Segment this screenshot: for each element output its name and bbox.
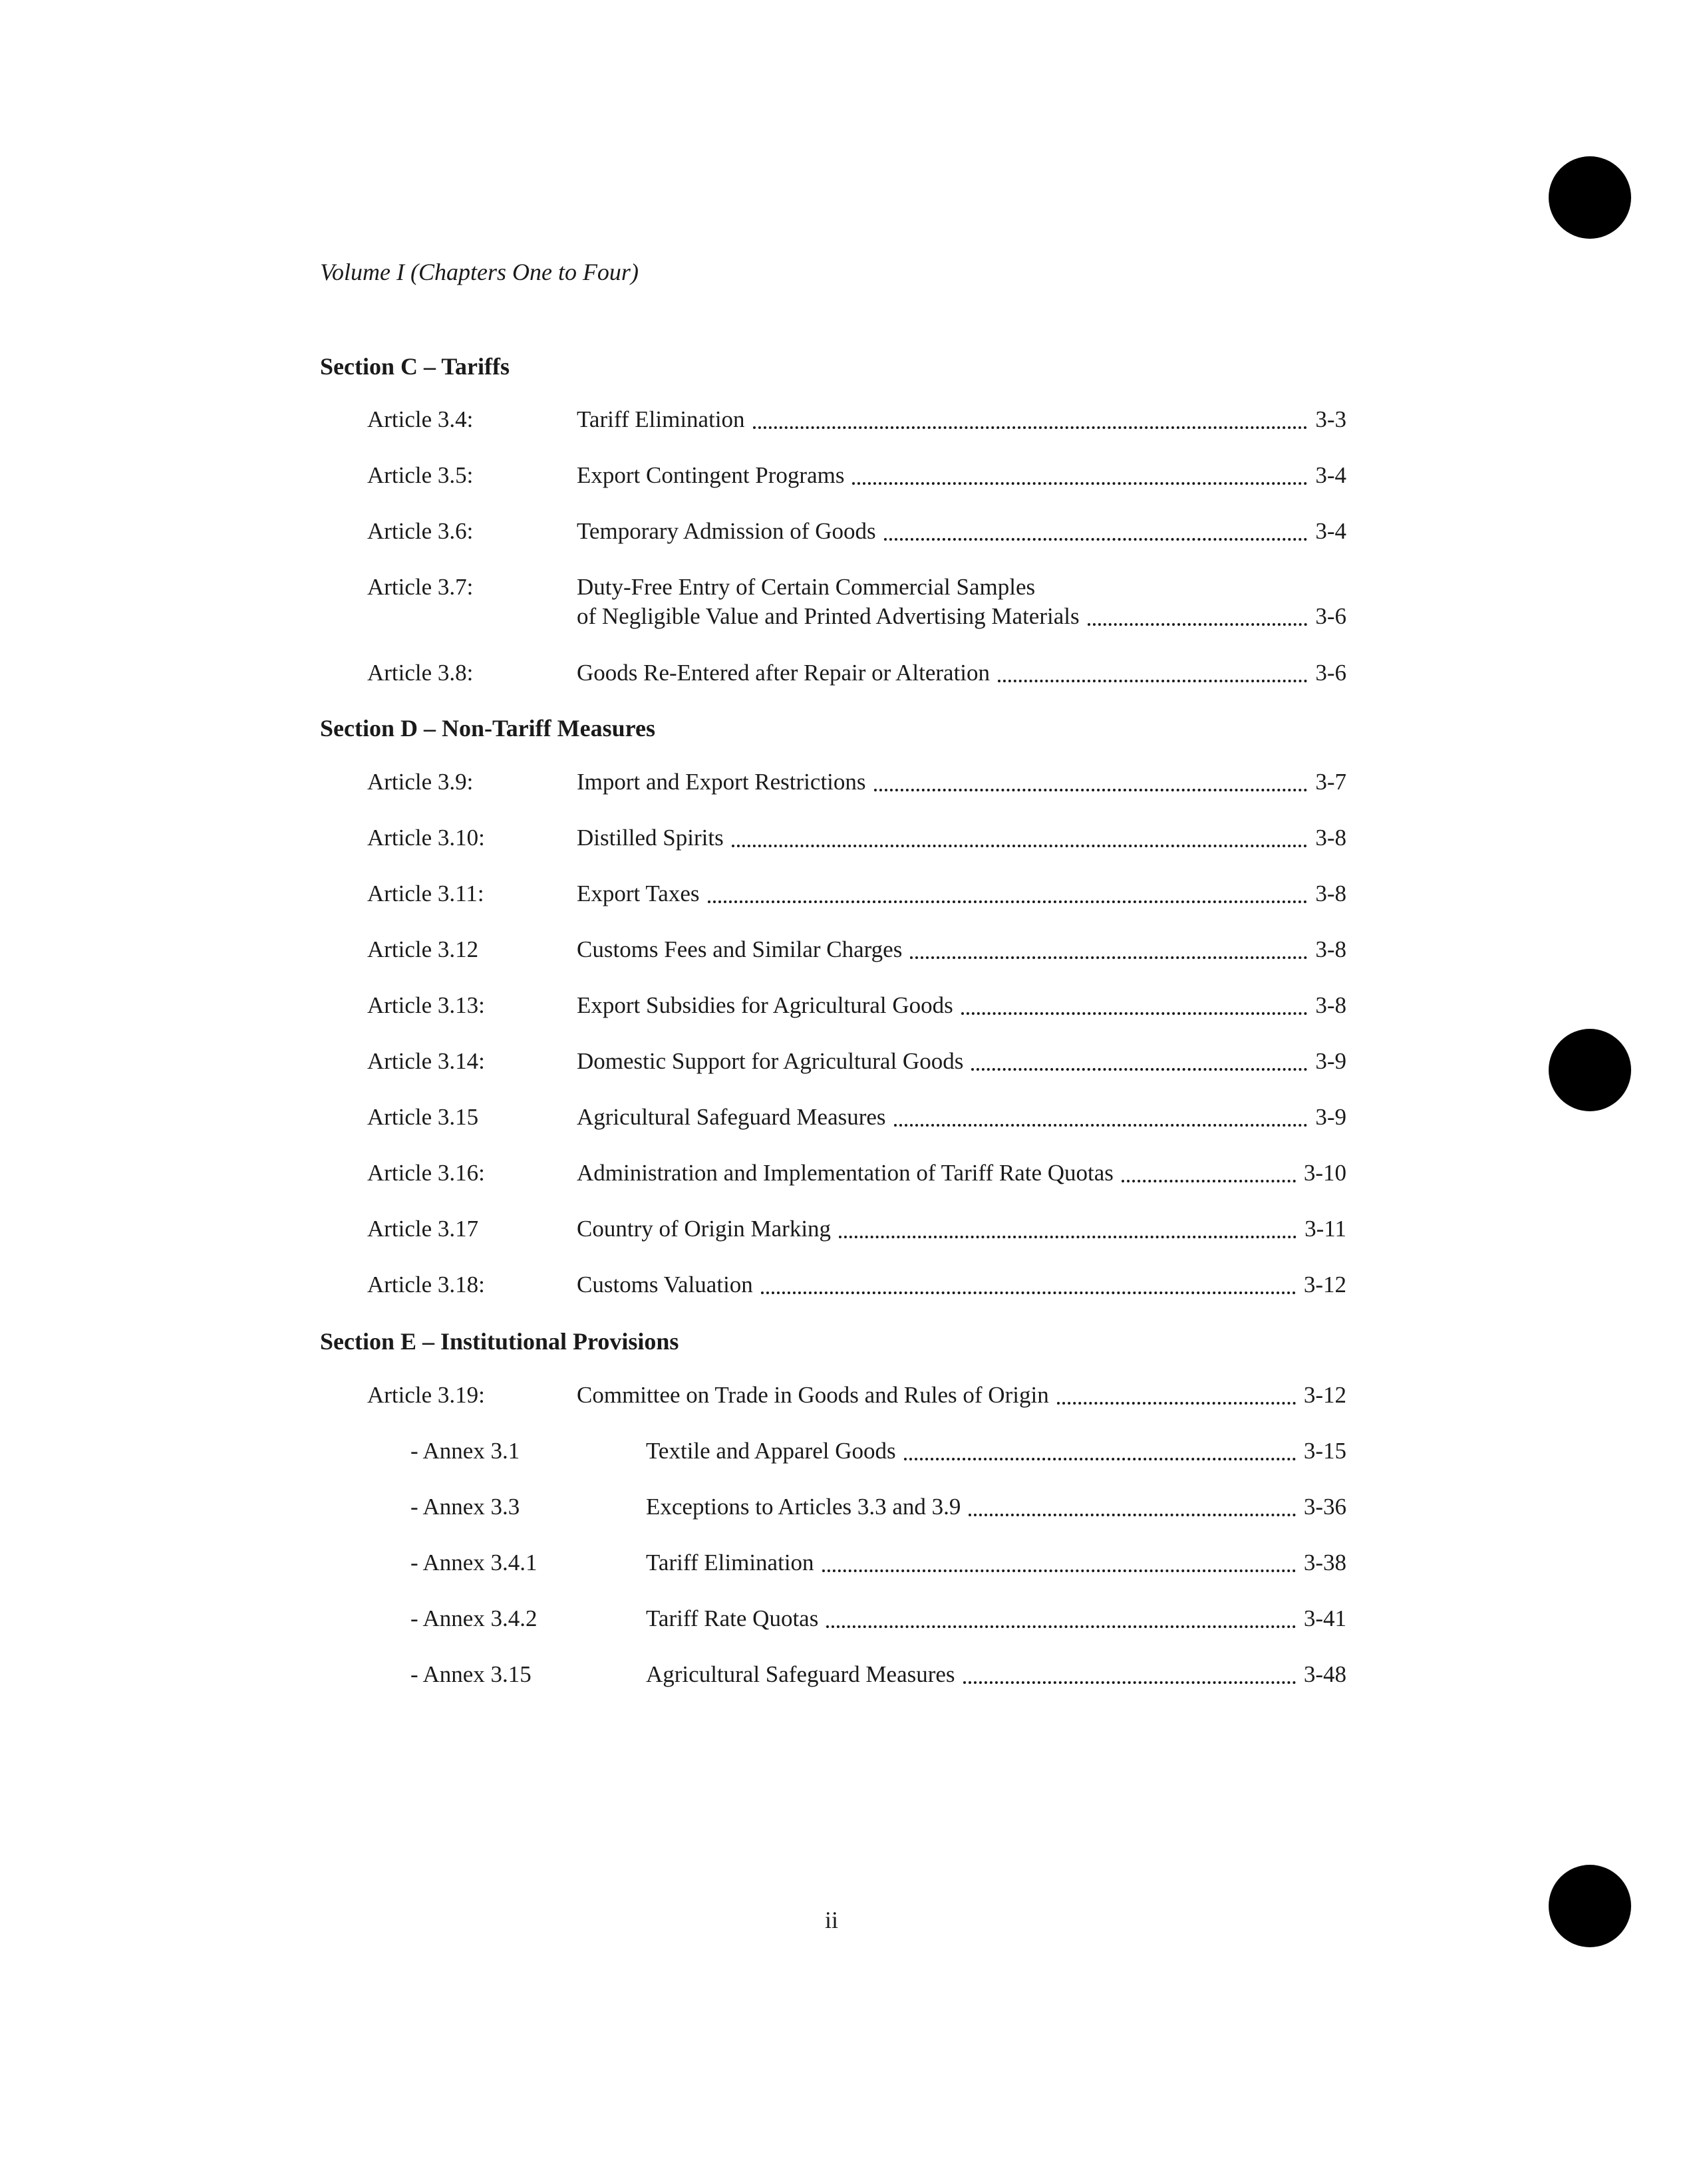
dot-leader bbox=[1057, 1402, 1296, 1405]
entry-title: Tariff Elimination bbox=[577, 406, 745, 432]
toc-entry bbox=[0, 462, 1687, 493]
toc-annex-entry bbox=[0, 1605, 1687, 1636]
dot-leader bbox=[961, 1012, 1308, 1015]
volume-header: Volume I (Chapters One to Four) bbox=[320, 259, 639, 285]
entry-page: 3-11 bbox=[1304, 1216, 1346, 1242]
dot-leader bbox=[904, 1458, 1296, 1460]
dot-leader bbox=[1088, 623, 1308, 626]
entry-page: 3-8 bbox=[1315, 992, 1346, 1018]
toc-entry bbox=[0, 769, 1687, 799]
entry-page: 3-12 bbox=[1303, 1272, 1346, 1297]
toc-entry bbox=[0, 992, 1687, 1023]
entry-page: 3-10 bbox=[1303, 1160, 1346, 1186]
entry-title: Domestic Support for Agricultural Goods bbox=[577, 1048, 964, 1074]
entry-page: 3-36 bbox=[1303, 1494, 1346, 1520]
section-c-heading: Section C – Tariffs bbox=[320, 353, 510, 380]
entry-title: Export Subsidies for Agricultural Goods bbox=[577, 992, 953, 1018]
entry-page: 3-48 bbox=[1303, 1661, 1346, 1687]
dot-leader bbox=[753, 426, 1308, 429]
entry-title: Temporary Admission of Goods bbox=[577, 518, 876, 544]
entry-page: 3-4 bbox=[1315, 518, 1346, 544]
entry-label: Article 3.19: bbox=[367, 1382, 485, 1408]
entry-title: Exceptions to Articles 3.3 and 3.9 bbox=[646, 1494, 961, 1520]
entry-title: Customs Fees and Similar Charges bbox=[577, 936, 903, 962]
entry-page: 3-6 bbox=[1315, 603, 1346, 629]
toc-annex-entry bbox=[0, 1661, 1687, 1692]
toc-entry bbox=[0, 406, 1687, 437]
entry-label: - Annex 3.3 bbox=[410, 1494, 520, 1520]
dot-leader bbox=[963, 1681, 1296, 1684]
dot-leader bbox=[826, 1625, 1296, 1628]
dot-leader bbox=[732, 845, 1308, 847]
entry-title: Goods Re-Entered after Repair or Alteration bbox=[577, 660, 991, 686]
punch-hole-bottom bbox=[1549, 1865, 1631, 1947]
dot-leader bbox=[884, 538, 1308, 541]
entry-label: Article 3.17 bbox=[367, 1216, 479, 1242]
dot-leader bbox=[852, 482, 1307, 485]
entry-page: 3-38 bbox=[1303, 1550, 1346, 1575]
entry-label: Article 3.8: bbox=[367, 660, 474, 686]
page-number: ii bbox=[825, 1907, 839, 1933]
entry-page: 3-4 bbox=[1315, 462, 1346, 488]
entry-title: Agricultural Safeguard Measures bbox=[646, 1661, 955, 1687]
toc-entry bbox=[0, 574, 1687, 634]
entry-label: - Annex 3.4.1 bbox=[410, 1550, 537, 1575]
entry-label: Article 3.14: bbox=[367, 1048, 485, 1074]
toc-entry bbox=[0, 1382, 1687, 1413]
dot-leader bbox=[874, 789, 1308, 791]
entry-title-line1: Duty-Free Entry of Certain Commercial Samples bbox=[577, 574, 1036, 600]
dot-leader bbox=[971, 1068, 1307, 1071]
toc-entry bbox=[0, 936, 1687, 967]
dot-leader bbox=[761, 1292, 1296, 1294]
entry-title: Tariff Elimination bbox=[646, 1550, 814, 1575]
dot-leader bbox=[1122, 1180, 1296, 1182]
toc-entry bbox=[0, 1160, 1687, 1190]
toc-entry bbox=[0, 518, 1687, 549]
toc-entry bbox=[0, 825, 1687, 855]
entry-label: Article 3.13: bbox=[367, 992, 485, 1018]
entry-page: 3-8 bbox=[1315, 881, 1346, 906]
section-e-heading: Section E – Institutional Provisions bbox=[320, 1328, 679, 1355]
entry-page: 3-8 bbox=[1315, 936, 1346, 962]
entry-title: Distilled Spirits bbox=[577, 825, 724, 851]
toc-annex-entry bbox=[0, 1550, 1687, 1580]
entry-label: Article 3.18: bbox=[367, 1272, 485, 1297]
toc-entry bbox=[0, 660, 1687, 690]
entry-label: Article 3.16: bbox=[367, 1160, 485, 1186]
entry-page: 3-3 bbox=[1315, 406, 1346, 432]
punch-hole-top bbox=[1549, 156, 1631, 239]
toc-entry bbox=[0, 1216, 1687, 1246]
entry-title: Export Contingent Programs bbox=[577, 462, 845, 488]
dot-leader bbox=[822, 1570, 1296, 1572]
toc-annex-entry bbox=[0, 1494, 1687, 1524]
entry-title: Export Taxes bbox=[577, 881, 700, 906]
toc-entry bbox=[0, 881, 1687, 911]
entry-title: Administration and Implementation of Tariff Rate Quotas bbox=[577, 1160, 1114, 1186]
entry-page: 3-9 bbox=[1315, 1104, 1346, 1130]
entry-title: Import and Export Restrictions bbox=[577, 769, 866, 795]
entry-label: Article 3.10: bbox=[367, 825, 485, 851]
dot-leader bbox=[969, 1514, 1295, 1516]
toc-entry bbox=[0, 1048, 1687, 1079]
entry-page: 3-15 bbox=[1303, 1438, 1346, 1464]
toc-entry bbox=[0, 1272, 1687, 1302]
entry-label: Article 3.4: bbox=[367, 406, 474, 432]
entry-page: 3-7 bbox=[1315, 769, 1346, 795]
entry-label: - Annex 3.4.2 bbox=[410, 1605, 537, 1631]
entry-label: Article 3.5: bbox=[367, 462, 474, 488]
entry-title: Committee on Trade in Goods and Rules of Origin bbox=[577, 1382, 1049, 1408]
entry-label: Article 3.15 bbox=[367, 1104, 479, 1130]
dot-leader bbox=[839, 1236, 1297, 1238]
entry-title: Agricultural Safeguard Measures bbox=[577, 1104, 886, 1130]
entry-title: Customs Valuation bbox=[577, 1272, 753, 1297]
entry-label: Article 3.9: bbox=[367, 769, 474, 795]
dot-leader bbox=[894, 1124, 1308, 1127]
dot-leader bbox=[998, 680, 1307, 682]
toc-entry bbox=[0, 1104, 1687, 1135]
entry-page: 3-12 bbox=[1303, 1382, 1346, 1408]
entry-label: Article 3.11: bbox=[367, 881, 484, 906]
section-d-heading: Section D – Non-Tariff Measures bbox=[320, 715, 655, 742]
toc-annex-entry bbox=[0, 1438, 1687, 1468]
entry-page: 3-41 bbox=[1303, 1605, 1346, 1631]
entry-page: 3-8 bbox=[1315, 825, 1346, 851]
entry-title: of Negligible Value and Printed Advertising Materials bbox=[577, 603, 1080, 629]
entry-label: Article 3.6: bbox=[367, 518, 474, 544]
entry-title: Textile and Apparel Goods bbox=[646, 1438, 896, 1464]
entry-page: 3-6 bbox=[1315, 660, 1346, 686]
entry-label: Article 3.12 bbox=[367, 936, 479, 962]
entry-title: Country of Origin Marking bbox=[577, 1216, 832, 1242]
entry-title: Tariff Rate Quotas bbox=[646, 1605, 819, 1631]
entry-label: Article 3.7: bbox=[367, 574, 474, 600]
dot-leader bbox=[708, 900, 1308, 903]
entry-label: - Annex 3.1 bbox=[410, 1438, 520, 1464]
entry-page: 3-9 bbox=[1315, 1048, 1346, 1074]
entry-label: - Annex 3.15 bbox=[410, 1661, 532, 1687]
dot-leader bbox=[910, 956, 1307, 959]
